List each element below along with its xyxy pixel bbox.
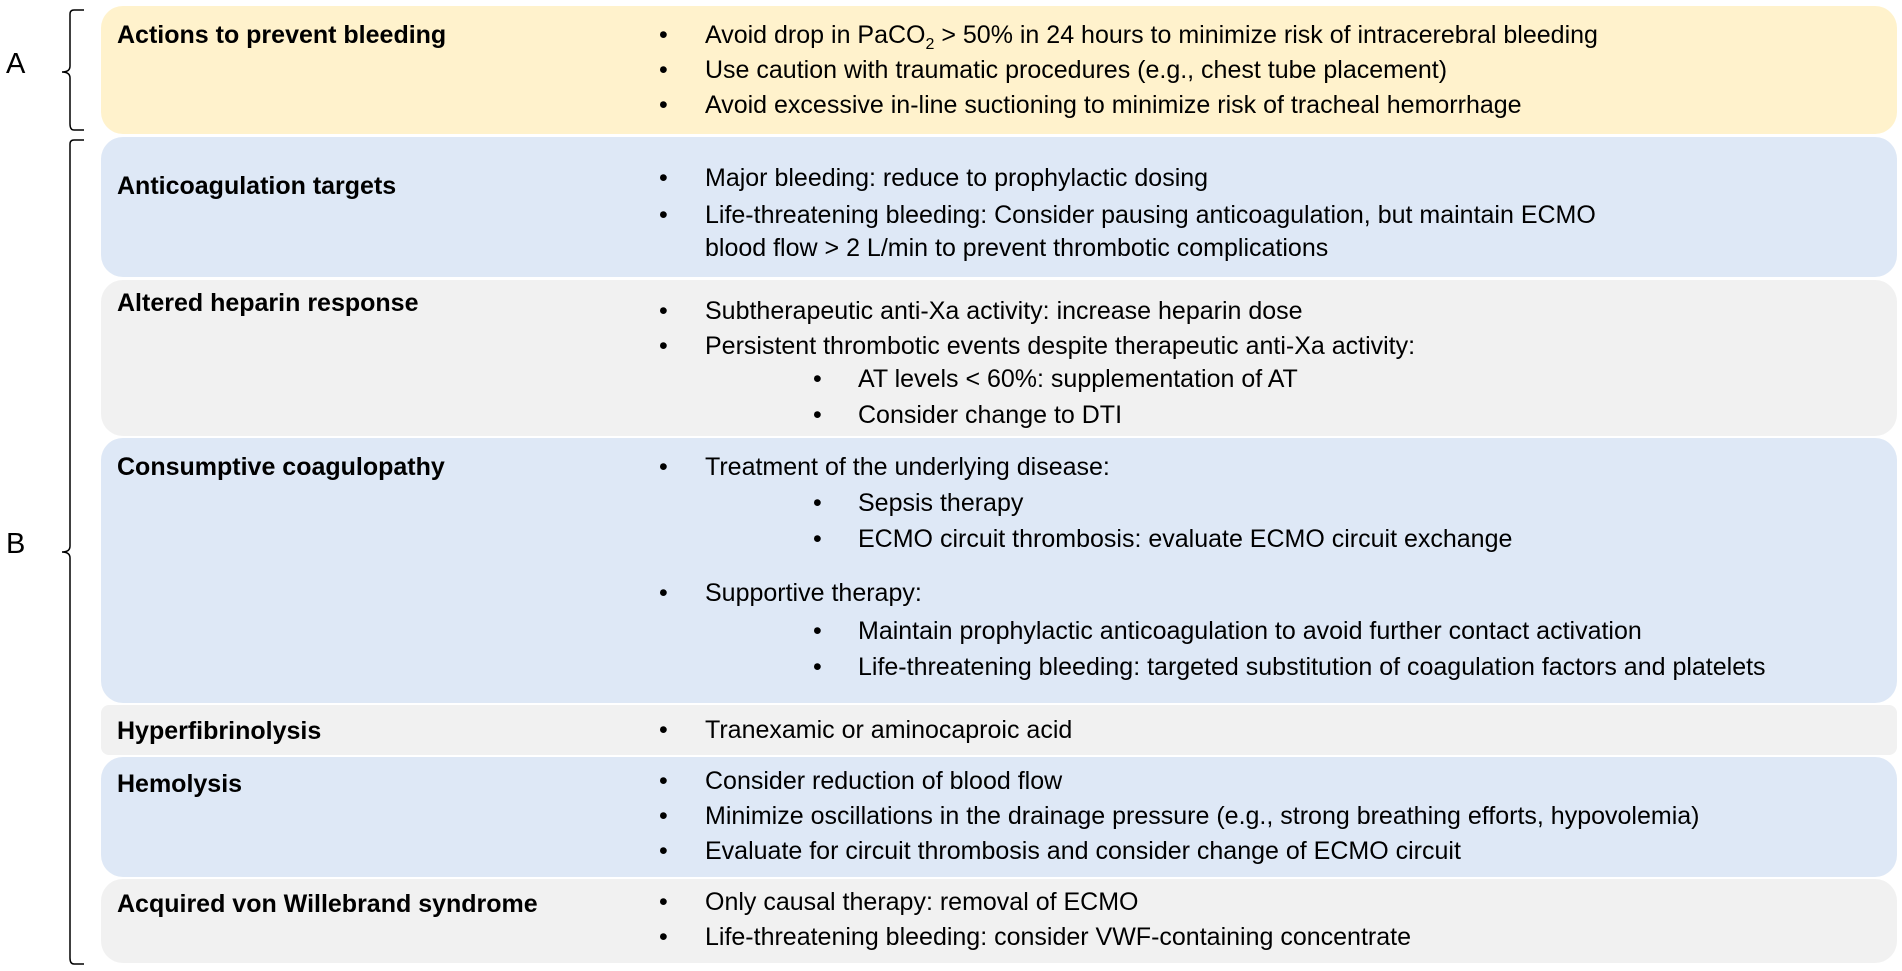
sub-bullet-item xyxy=(813,486,1024,521)
group-braces xyxy=(0,0,100,971)
section-title: Hemolysis xyxy=(117,770,243,798)
bullet-dot: • xyxy=(659,802,668,830)
bullet-dot: • xyxy=(659,201,668,229)
bullet-text: Maintain prophylactic anticoagulation to avoid further contact activation xyxy=(858,617,1642,645)
bullet-item xyxy=(659,450,1110,485)
bullet-text: Persistent thrombotic events despite therapeutic anti-Xa activity: xyxy=(705,332,1416,360)
brace-a xyxy=(62,10,84,130)
bullet-text: Treatment of the underlying disease: xyxy=(705,453,1110,481)
section-hemolysis xyxy=(101,757,1897,877)
bullet-text-post: > 50% in 24 hours to minimize risk of intracerebral bleeding xyxy=(934,21,1598,49)
bullet-text: Use caution with traumatic procedures (e.g., chest tube placement) xyxy=(705,56,1448,84)
bullet-dot: • xyxy=(659,837,668,865)
bullet-dot: • xyxy=(659,297,668,325)
bullet-text: ECMO circuit thrombosis: evaluate ECMO circuit exchange xyxy=(858,525,1513,553)
bullet-item xyxy=(659,576,922,611)
bullet-dot: • xyxy=(659,923,668,951)
section-hyperfibrinolysis xyxy=(101,705,1897,755)
bullet-text: Major bleeding: reduce to prophylactic dosing xyxy=(705,164,1209,192)
bullet-dot: • xyxy=(813,525,822,553)
bullet-text: Subtherapeutic anti-Xa activity: increase heparin dose xyxy=(705,297,1303,325)
bullet-text: Only causal therapy: removal of ECMO xyxy=(705,888,1139,916)
sub-bullet-item xyxy=(813,522,1513,557)
section-title: Consumptive coagulopathy xyxy=(117,453,445,481)
section-title: Actions to prevent bleeding xyxy=(117,21,447,49)
bullet-text: Life-threatening bleeding: consider VWF-containing concentrate xyxy=(705,923,1411,951)
bullet-item xyxy=(659,799,1700,834)
section-title: Altered heparin response xyxy=(117,289,419,317)
bullet-dot: • xyxy=(659,453,668,481)
bullet-text-pre: Avoid drop in PaCO xyxy=(705,21,926,49)
bullet-dot: • xyxy=(813,653,822,681)
bullet-text: Avoid excessive in-line suctioning to minimize risk of tracheal hemorrhage xyxy=(705,91,1522,119)
bullet-item xyxy=(659,885,1139,920)
bullet-text: blood flow > 2 L/min to prevent thrombotic complications xyxy=(705,234,1329,262)
bullet-item xyxy=(659,834,1461,869)
sub-bullet-item xyxy=(813,614,1642,649)
bullet-text: Supportive therapy: xyxy=(705,579,922,607)
bullet-text: Life-threatening bleeding: targeted substitution of coagulation factors and platelets xyxy=(858,653,1766,681)
bullet-dot: • xyxy=(813,489,822,517)
bullet-dot: • xyxy=(659,21,668,49)
bullet-dot: • xyxy=(659,91,668,119)
section-title: Anticoagulation targets xyxy=(117,172,397,200)
bullet-item xyxy=(659,329,1416,364)
bullet-dot: • xyxy=(659,56,668,84)
bullet-item xyxy=(659,294,1303,329)
bullet-text: Consider reduction of blood flow xyxy=(705,767,1063,795)
section-title: Acquired von Willebrand syndrome xyxy=(117,890,538,918)
section-title: Hyperfibrinolysis xyxy=(117,717,322,745)
sub-bullet-item xyxy=(813,362,1298,397)
bullet-dot: • xyxy=(659,716,668,744)
bullet-dot: • xyxy=(659,767,668,795)
group-label-a: A xyxy=(6,48,26,80)
bullet-text: Tranexamic or aminocaproic acid xyxy=(705,716,1073,744)
bullet-item xyxy=(659,161,1209,196)
bullet-continuation xyxy=(705,231,1328,266)
bullet-dot: • xyxy=(813,365,822,393)
bullet-item xyxy=(659,88,1522,123)
bullet-dot: • xyxy=(659,888,668,916)
bullet-dot: • xyxy=(813,617,822,645)
bullet-item xyxy=(659,764,1063,799)
bullet-item xyxy=(659,920,1411,955)
bullet-text: AT levels < 60%: supplementation of AT xyxy=(858,365,1298,393)
sub-bullet-item xyxy=(813,398,1123,433)
bullet-text: Sepsis therapy xyxy=(858,489,1024,517)
section-altered-heparin-response xyxy=(101,280,1897,436)
bullet-item xyxy=(659,198,1596,233)
bullet-text: Evaluate for circuit thrombosis and consider change of ECMO circuit xyxy=(705,837,1461,865)
bullet-item xyxy=(659,53,1448,88)
section-anticoagulation-targets xyxy=(101,137,1897,277)
bullet-dot: • xyxy=(659,164,668,192)
bullet-dot: • xyxy=(659,579,668,607)
bullet-dot: • xyxy=(659,332,668,360)
section-consumptive-coagulopathy xyxy=(101,438,1897,703)
bullet-text: Minimize oscillations in the drainage pressure (e.g., strong breathing efforts, hypovolemia) xyxy=(705,802,1700,830)
bullet-item xyxy=(659,18,1598,53)
sub-bullet-item xyxy=(813,650,1766,685)
bullet-dot: • xyxy=(813,401,822,429)
section-acquired-von-willebrand xyxy=(101,879,1897,963)
bullet-text: Consider change to DTI xyxy=(858,401,1123,429)
bullet-item xyxy=(659,713,1073,748)
bullet-text-sub: 2 xyxy=(925,36,935,53)
brace-b xyxy=(62,140,84,964)
section-prevent-bleeding xyxy=(101,6,1897,134)
bullet-text: Life-threatening bleeding: Consider pausing anticoagulation, but maintain ECMO xyxy=(705,201,1596,229)
group-label-b: B xyxy=(6,528,26,560)
